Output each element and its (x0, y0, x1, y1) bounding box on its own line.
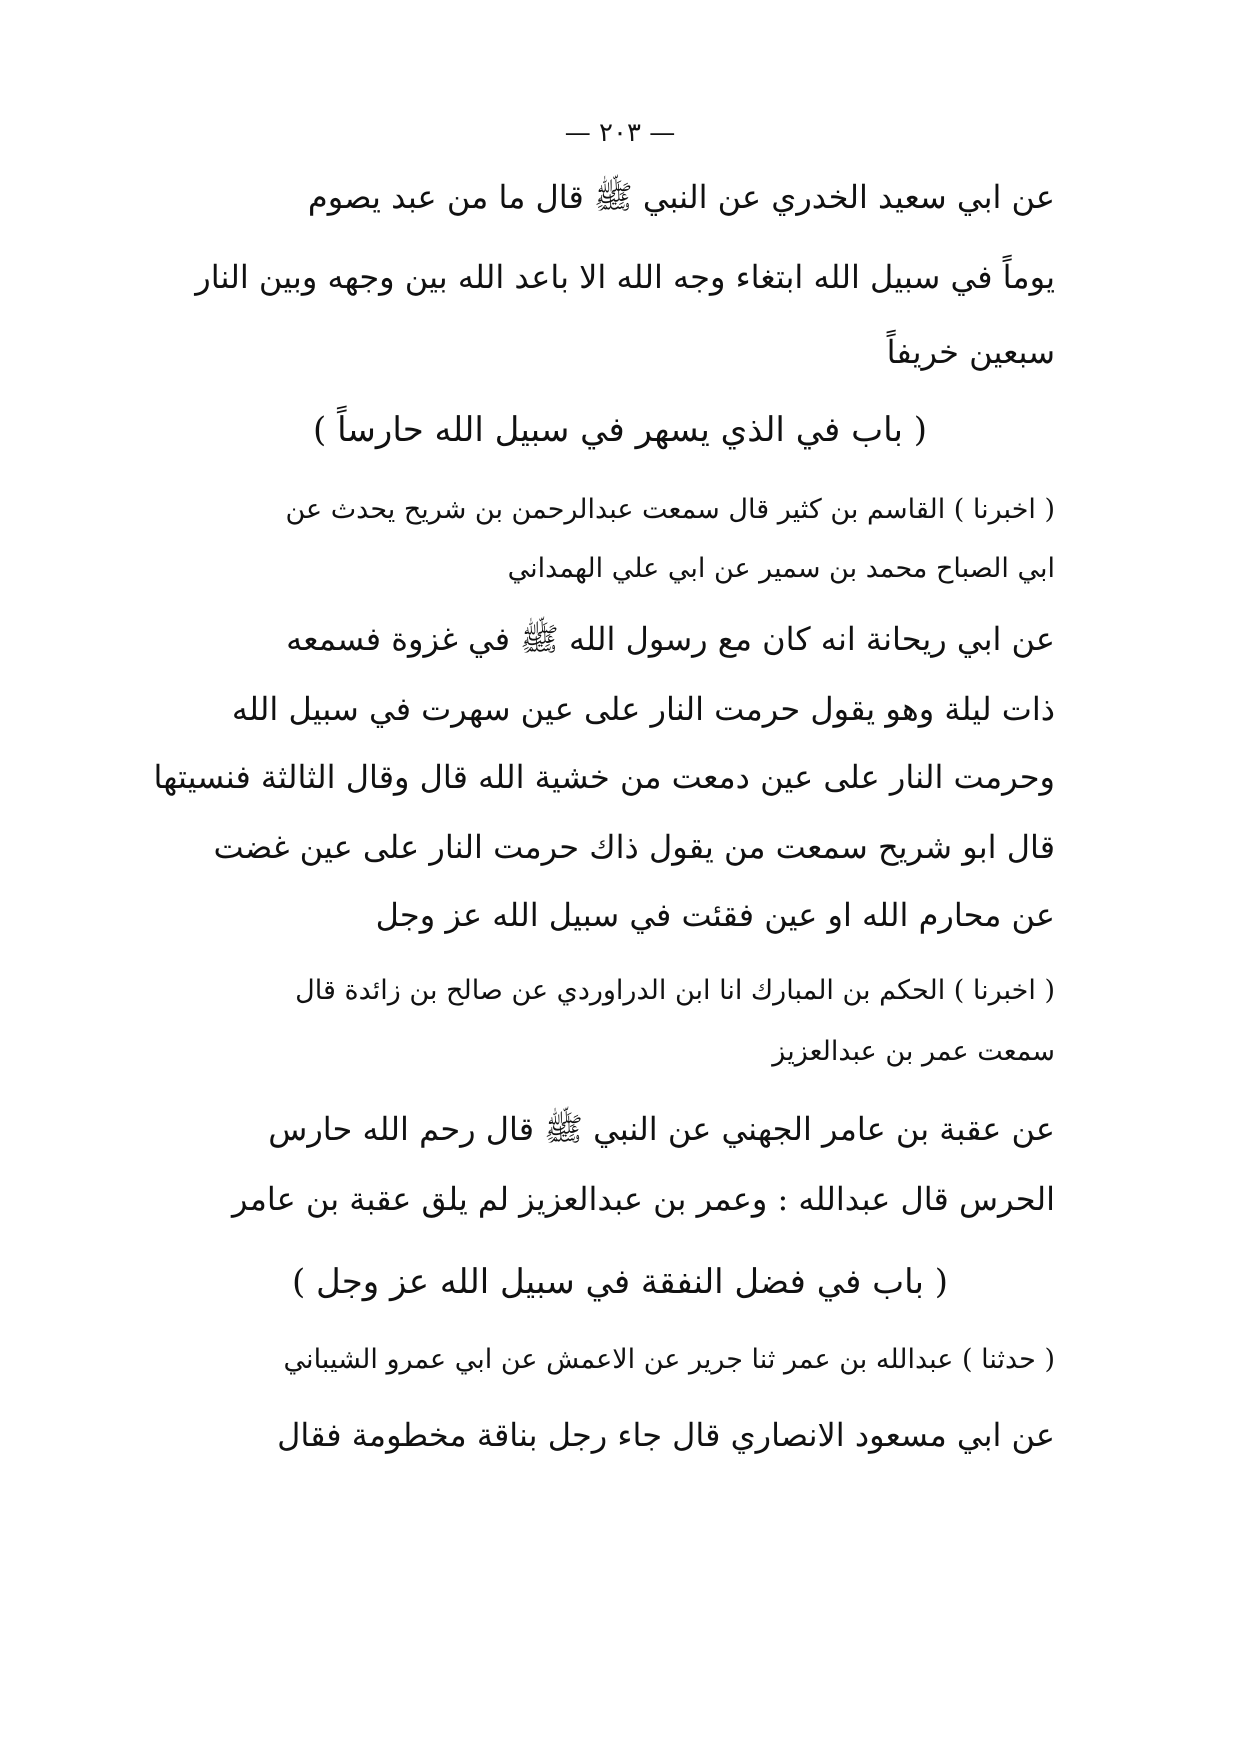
page-number: — ٢٠٣ — (564, 118, 676, 148)
isnad-line-4: سمعت عمر بن عبدالعزيز (772, 1036, 1055, 1067)
isnad-line-2: ابي الصباح محمد بن سمير عن ابي علي الهمداني (507, 553, 1055, 584)
text-line-7: قال ابو شريح سمعت من يقول ذاك حرمت النار على عين غضت (213, 828, 1055, 866)
section-heading-1: ( باب في الذي يسهر في سبيل الله حارساً ) (313, 410, 927, 450)
text-line-6: وحرمت النار على عين دمعت من خشية الله قال وقال الثالثة فنسيتها (153, 758, 1055, 796)
text-line-4: عن ابي ريحانة انه كان مع رسول الله ﷺ في غزوة فسمعه (286, 620, 1055, 658)
text-line-8: عن محارم الله او عين فقئت في سبيل الله عز وجل (375, 896, 1055, 934)
section-heading-2: ( باب في فضل النفقة في سبيل الله عز وجل ) (291, 1262, 949, 1302)
text-line-10: الحرس قال عبدالله : وعمر بن عبدالعزيز لم يلق عقبة بن عامر (232, 1180, 1055, 1218)
text-line-9: عن عقبة بن عامر الجهني عن النبي ﷺ قال رحم الله حارس (268, 1110, 1055, 1148)
text-line-2: يوماً في سبيل الله ابتغاء وجه الله الا باعد الله بين وجهه وبين النار (195, 258, 1055, 296)
isnad-line-5: ( حدثنا ) عبدالله بن عمر ثنا جرير عن الاعمش عن ابي عمرو الشيباني (283, 1344, 1055, 1375)
isnad-line-3: ( اخبرنا ) الحكم بن المبارك انا ابن الدراوردي عن صالح بن زائدة قال (295, 975, 1055, 1006)
text-line-11: عن ابي مسعود الانصاري قال جاء رجل بناقة مخطومة فقال (277, 1416, 1055, 1454)
text-line-5: ذات ليلة وهو يقول حرمت النار على عين سهرت في سبيل الله (231, 690, 1055, 728)
text-line-3: سبعين خريفاً (886, 333, 1055, 371)
isnad-line-1: ( اخبرنا ) القاسم بن كثير قال سمعت عبدالرحمن بن شريح يحدث عن (285, 494, 1055, 525)
text-line-1: عن ابي سعيد الخدري عن النبي ﷺ قال ما من عبد يصوم (307, 178, 1055, 216)
